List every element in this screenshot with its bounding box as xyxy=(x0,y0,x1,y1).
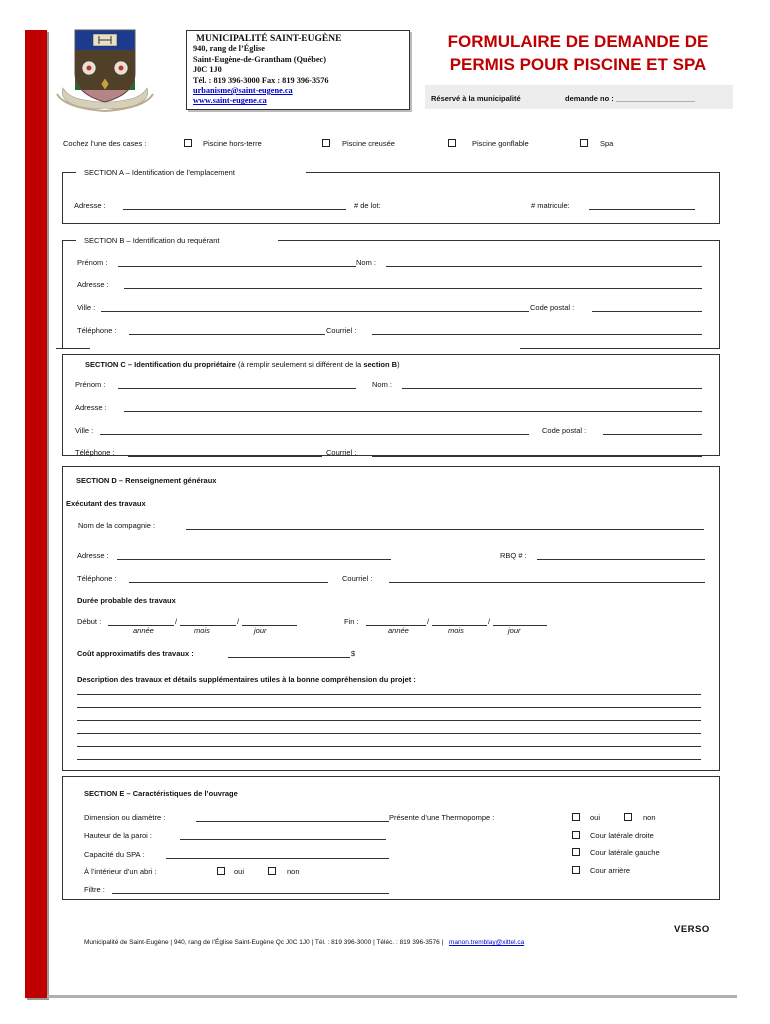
section-c-title-note: (à remplir seulement si différent de la xyxy=(237,360,362,369)
thermopompe-oui-label: oui xyxy=(590,813,601,822)
section-b-courriel-label: Courriel : xyxy=(326,326,357,335)
section-b-adresse-label: Adresse : xyxy=(77,280,109,289)
municipality-info-box xyxy=(186,30,410,110)
section-c-title-bold: SECTION C – Identification du propriétaire xyxy=(85,360,236,369)
section-d-description-label: Description des travaux et détails supplémentaires utiles à la bonne compréhension du projet : xyxy=(77,675,416,684)
description-line-6[interactable] xyxy=(77,759,701,760)
section-b-telephone-label: Téléphone : xyxy=(77,326,117,335)
section-b-telephone-input[interactable] xyxy=(129,334,325,335)
section-c-box xyxy=(62,354,720,456)
section-c-telephone-input[interactable] xyxy=(128,456,322,457)
section-e-dimension-label: Dimension ou diamètre : xyxy=(84,813,166,822)
municipality-postal-code: J0C 1J0 xyxy=(193,65,222,75)
section-d-cout-label: Coût approximatifs des travaux : xyxy=(77,649,194,658)
section-c-ville-label: Ville : xyxy=(75,426,94,435)
description-line-2[interactable] xyxy=(77,707,701,708)
cour-arriere-label: Cour arrière xyxy=(590,866,631,875)
reserved-label: Réservé à la municipalité xyxy=(431,94,521,103)
section-e-filtre-label: Filtre : xyxy=(84,885,105,894)
section-d-debut-jour-input[interactable] xyxy=(242,625,297,626)
checkbox-abri-non[interactable] xyxy=(268,867,276,875)
description-line-1[interactable] xyxy=(77,694,701,695)
section-d-adresse-input[interactable] xyxy=(117,559,391,560)
section-c-code-postal-input[interactable] xyxy=(603,434,702,435)
page-bottom-shadow xyxy=(47,995,737,998)
section-a-title: SECTION A – Identification de l’emplacement xyxy=(78,168,241,177)
section-c-prenom-label: Prénom : xyxy=(75,380,106,389)
section-c-adresse-input[interactable] xyxy=(124,411,702,412)
section-c-prenom-input[interactable] xyxy=(118,388,356,389)
section-d-box xyxy=(62,466,720,771)
section-d-rbq-label: RBQ # : xyxy=(500,551,527,560)
slash-3: / xyxy=(427,617,430,626)
section-b-nom-label: Nom : xyxy=(356,258,377,267)
checkbox-inflatable-pool[interactable] xyxy=(448,139,456,147)
municipality-phone-fax: Tél. : 819 396-3000 Fax : 819 396-3576 xyxy=(193,75,329,85)
municipality-address-line1: 940, rang de l’Église xyxy=(193,44,265,54)
checkbox-cour-arriere[interactable] xyxy=(572,866,580,874)
checkbox-thermopompe-oui[interactable] xyxy=(572,813,580,821)
cour-droite-label: Cour latérale droite xyxy=(590,831,654,840)
section-c-courriel-input[interactable] xyxy=(372,456,702,457)
section-d-fin-label: Fin : xyxy=(344,617,359,626)
section-d-courriel-input[interactable] xyxy=(389,582,705,583)
debut-annee-caption: année xyxy=(133,626,154,635)
section-b-ville-label: Ville : xyxy=(77,303,96,312)
section-e-dimension-input[interactable] xyxy=(196,821,389,822)
section-d-debut-label: Début : xyxy=(77,617,102,626)
section-b-nom-input[interactable] xyxy=(386,266,702,267)
section-c-nom-input[interactable] xyxy=(402,388,702,389)
section-b-prenom-label: Prénom : xyxy=(77,258,108,267)
option-above-ground-label: Piscine hors-terre xyxy=(203,139,262,148)
section-c-code-postal-label: Code postal : xyxy=(542,426,587,435)
form-title xyxy=(428,30,728,76)
verso-label: VERSO xyxy=(674,924,710,935)
section-e-thermopompe-label: Présente d’une Thermopompe : xyxy=(389,813,495,822)
option-inflatable-label: Piscine gonflable xyxy=(472,139,529,148)
cour-gauche-label: Cour latérale gauche xyxy=(590,848,660,857)
slash-1: / xyxy=(175,617,178,626)
municipality-name: MUNICIPALITÉ SAINT-EUGÈNE xyxy=(196,34,342,44)
fin-jour-caption: jour xyxy=(508,626,521,635)
section-d-compagnie-input[interactable] xyxy=(186,529,704,530)
abri-oui-label: oui xyxy=(234,867,245,876)
municipality-website-link[interactable]: www.saint-eugene.ca xyxy=(193,96,267,106)
section-e-title: SECTION E – Caractéristiques de l’ouvrage xyxy=(84,789,238,798)
footer-email-link[interactable]: manon.tremblay@xittel.ca xyxy=(449,939,525,946)
municipality-email-link[interactable]: urbanisme@saint-eugene.ca xyxy=(193,86,293,96)
section-a-address-input[interactable] xyxy=(123,209,346,210)
description-line-4[interactable] xyxy=(77,733,701,734)
section-a-lot-label: # de lot: xyxy=(354,201,381,210)
section-c-adresse-label: Adresse : xyxy=(75,403,107,412)
section-d-adresse-label: Adresse : xyxy=(77,551,109,560)
section-d-duree-heading: Durée probable des travaux xyxy=(77,596,176,605)
description-line-5[interactable] xyxy=(77,746,701,747)
reserved-for-municipality-box xyxy=(425,85,733,109)
section-d-executant-heading: Exécutant des travaux xyxy=(66,499,146,508)
section-d-title: SECTION D – Renseignement généraux xyxy=(76,476,217,485)
section-d-rbq-input[interactable] xyxy=(537,559,705,560)
section-e-filtre-input[interactable] xyxy=(112,893,389,894)
section-c-title-end: ) xyxy=(397,360,400,369)
section-b-adresse-input[interactable] xyxy=(124,288,702,289)
pool-type-lead: Cochez l’une des cases : xyxy=(63,139,147,148)
section-d-courriel-label: Courriel : xyxy=(342,574,373,583)
section-e-hauteur-label: Hauteur de la paroi : xyxy=(84,831,152,840)
section-d-telephone-input[interactable] xyxy=(129,582,328,583)
demand-number-field[interactable]: demande no : ___________________ xyxy=(565,94,696,103)
section-b-prenom-input[interactable] xyxy=(118,266,356,267)
section-e-capacite-input[interactable] xyxy=(166,858,389,859)
section-b-courriel-input[interactable] xyxy=(372,334,702,335)
section-b-code-postal-input[interactable] xyxy=(592,311,702,312)
abri-non-label: non xyxy=(287,867,300,876)
section-c-title xyxy=(85,360,400,369)
section-d-cout-input[interactable] xyxy=(228,657,350,658)
checkbox-abri-oui[interactable] xyxy=(217,867,225,875)
checkbox-above-ground-pool[interactable] xyxy=(184,139,192,147)
municipality-coat-of-arms-logo xyxy=(55,28,155,113)
municipality-address-line2: Saint-Eugène-de-Grantham (Québec) xyxy=(193,54,326,64)
section-b-code-postal-label: Code postal : xyxy=(530,303,575,312)
section-c-ville-input[interactable] xyxy=(100,434,529,435)
section-e-hauteur-input[interactable] xyxy=(180,839,386,840)
section-e-abri-label: À l’intérieur d’un abri : xyxy=(84,867,157,876)
section-a-matricule-input[interactable] xyxy=(589,209,695,210)
section-c-title-ref: section B xyxy=(363,360,398,369)
debut-mois-caption: mois xyxy=(194,626,210,635)
section-a-address-label: Adresse : xyxy=(74,201,106,210)
section-d-telephone-label: Téléphone : xyxy=(77,574,117,583)
footer-address-text: Municipalité de Saint-Eugène | 940, rang de l’Église Saint-Eugène Qc J0C 1J0 | Tél. : 819 396-3000 | Téléc. : 819 396-3576 | xyxy=(84,939,444,946)
option-inground-label: Piscine creusée xyxy=(342,139,395,148)
section-c-nom-label: Nom : xyxy=(372,380,393,389)
left-red-bar xyxy=(25,30,47,998)
fin-annee-caption: année xyxy=(388,626,409,635)
checkbox-cour-laterale-droite[interactable] xyxy=(572,831,580,839)
section-e-capacite-label: Capacité du SPA : xyxy=(84,850,145,859)
section-c-courriel-label: Courriel : xyxy=(326,448,357,457)
section-a-matricule-label: # matricule: xyxy=(531,201,570,210)
description-line-3[interactable] xyxy=(77,720,701,721)
section-a-box xyxy=(62,172,720,224)
checkbox-cour-laterale-gauche[interactable] xyxy=(572,848,580,856)
thermopompe-non-label: non xyxy=(643,813,656,822)
fin-mois-caption: mois xyxy=(448,626,464,635)
section-d-dollar-sign: $ xyxy=(351,649,356,658)
pool-type-row xyxy=(63,139,146,148)
footer xyxy=(84,939,524,946)
checkbox-inground-pool[interactable] xyxy=(322,139,330,147)
debut-jour-caption: jour xyxy=(254,626,267,635)
section-c-telephone-label: Téléphone : xyxy=(75,448,115,457)
form-title-line2: PERMIS POUR PISCINE ET SPA xyxy=(449,55,707,74)
form-title-line1: FORMULAIRE DE DEMANDE DE xyxy=(447,32,709,51)
section-b-title: SECTION B – Identification du requérant xyxy=(78,236,226,245)
option-spa-label: Spa xyxy=(600,139,614,148)
slash-4: / xyxy=(488,617,491,626)
checkbox-spa[interactable] xyxy=(580,139,588,147)
slash-2: / xyxy=(237,617,240,626)
checkbox-thermopompe-non[interactable] xyxy=(624,813,632,821)
section-d-compagnie-label: Nom de la compagnie : xyxy=(78,521,156,530)
section-b-box xyxy=(62,240,720,348)
section-b-ville-input[interactable] xyxy=(101,311,529,312)
